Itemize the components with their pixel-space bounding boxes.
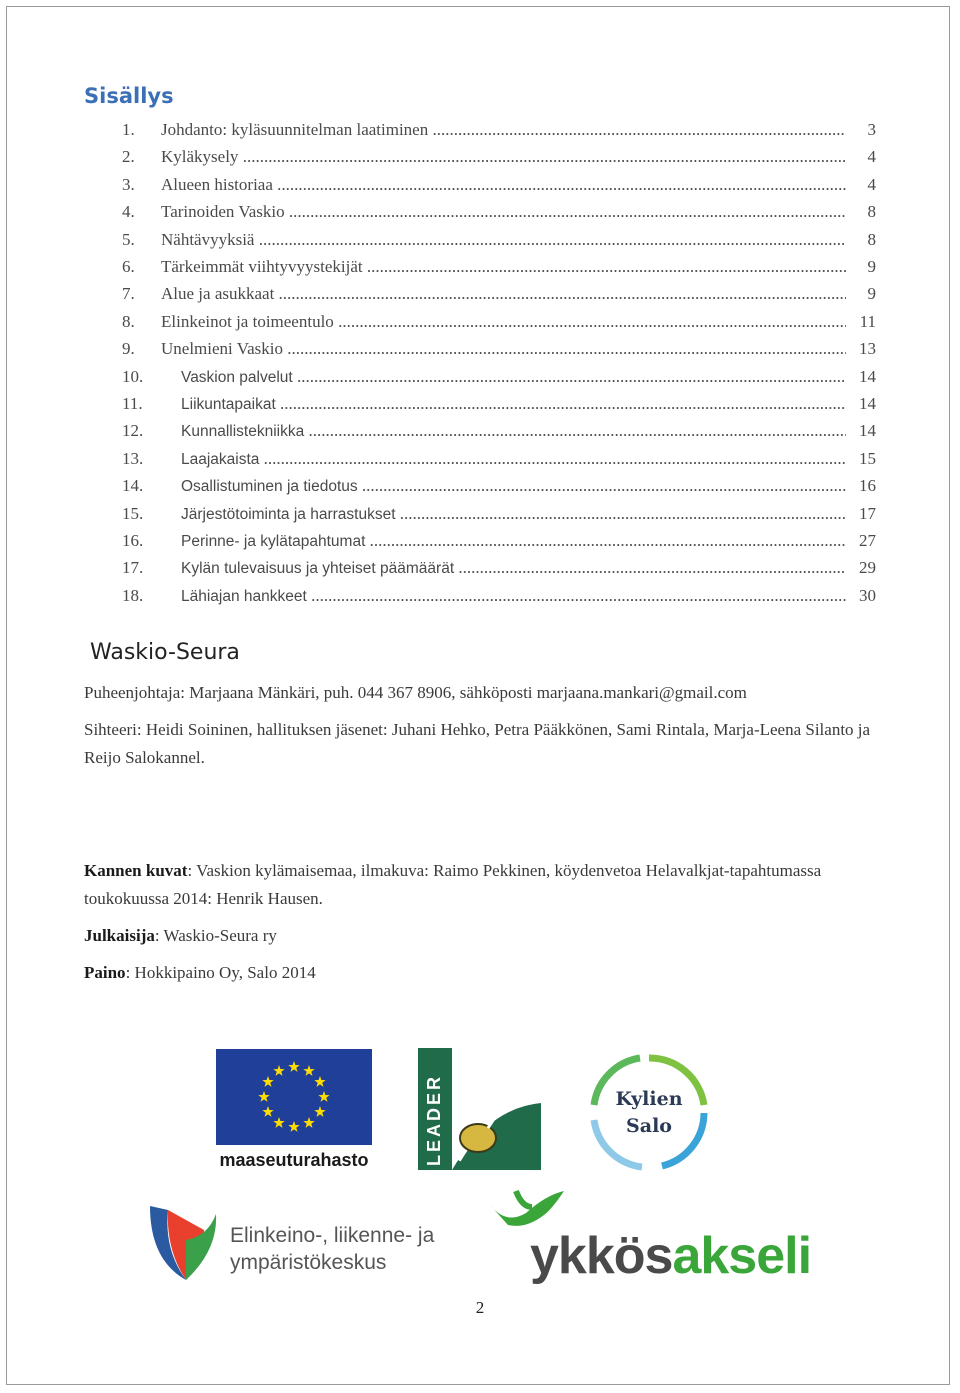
association-heading: Waskio-Seura — [90, 640, 240, 665]
toc-item-page: 4 — [846, 143, 876, 171]
cover-credits — [84, 857, 864, 913]
toc-item[interactable] — [0, 143, 960, 171]
toc-item-page: 14 — [846, 417, 876, 445]
toc-item-page: 29 — [846, 554, 876, 582]
toc-item-number: 10. — [122, 366, 144, 386]
toc-item-label: Alueen historiaa ..... — [161, 171, 846, 199]
toc-item[interactable] — [0, 582, 960, 610]
kylien-line2: Salo — [626, 1115, 672, 1137]
toc-item[interactable] — [0, 226, 960, 254]
toc-item-page: 14 — [846, 390, 876, 418]
kylien-salo-icon — [582, 1050, 716, 1176]
eu-logo-text: maaseuturahasto — [219, 1150, 369, 1169]
cover-text: : Vaskion kylämaisemaa, ilmakuva: Raimo Pekkinen, köydenvetoa Helavalkjat-tapahtumassa toukokuussa 2014: Henrik Hausen. — [84, 861, 822, 908]
toc-item[interactable] — [0, 198, 960, 226]
toc-item-page: 13 — [846, 335, 876, 363]
toc-item-label: Tarinoiden Vaskio ..... — [161, 198, 846, 226]
publisher-text: : Waskio-Seura ry — [154, 926, 277, 945]
toc-item-number: 2. — [122, 147, 135, 167]
toc-item-page: 15 — [846, 445, 876, 473]
toc-item-number: 16. — [122, 531, 144, 550]
toc-title: Sisällys — [84, 84, 174, 108]
toc-item-label: Nähtävyyksiä ..... — [161, 226, 846, 254]
toc-item-label: Osallistuminen ja tiedotus ..... — [181, 472, 846, 501]
toc-item-page: 17 — [846, 500, 876, 528]
toc-item-page: 4 — [846, 171, 876, 199]
toc-item-label: Perinne- ja kylätapahtumat ..... — [181, 527, 846, 556]
toc-item[interactable] — [0, 253, 960, 281]
toc-item-number: 17. — [122, 558, 144, 578]
toc-item-page: 14 — [846, 363, 876, 391]
toc-item-number: 5. — [122, 229, 135, 249]
toc-item-label: Kunnallistekniikka ..... — [181, 417, 846, 446]
kylien-line1: Kylien — [615, 1088, 683, 1110]
toc-item-page: 8 — [846, 226, 876, 254]
toc-item[interactable] — [0, 171, 960, 199]
page-number: 2 — [475, 1298, 485, 1317]
toc-item[interactable] — [0, 363, 960, 391]
toc-item-label: Laajakaista ..... — [181, 445, 846, 474]
toc-item-number: 18. — [122, 585, 144, 605]
toc-item-label: Kyläkysely ..... — [161, 143, 846, 171]
toc-item-number: 15. — [122, 503, 144, 523]
publisher-credits — [84, 922, 884, 950]
eu-maaseuturahasto-logo — [216, 1049, 372, 1169]
ely-line1: Elinkeino-, liikenne- ja — [230, 1224, 435, 1247]
toc-item[interactable] — [0, 308, 960, 336]
toc-item[interactable] — [0, 335, 960, 363]
print-label: Paino — [84, 963, 126, 982]
toc-item[interactable] — [0, 390, 960, 418]
ykkos-part1: ykkös — [530, 1227, 673, 1285]
toc-item-label: Järjestötoiminta ja harrastukset ..... — [181, 500, 846, 529]
toc-item[interactable] — [0, 554, 960, 582]
print-text: : Hokkipaino Oy, Salo 2014 — [125, 963, 316, 982]
ykkosakseli-logo — [486, 1185, 811, 1285]
toc-item-number: 4. — [122, 202, 135, 222]
toc-item-page: 9 — [846, 253, 876, 281]
toc-item-page: 11 — [846, 308, 876, 336]
toc-item[interactable] — [0, 116, 960, 144]
publisher-label: Julkaisija — [84, 926, 155, 945]
toc-item-label: Unelmieni Vaskio ..... — [161, 335, 846, 363]
toc-item[interactable] — [0, 472, 960, 500]
toc-item-page: 9 — [846, 280, 876, 308]
kylien-salo-logo — [582, 1050, 716, 1176]
toc-item-number: 14. — [122, 476, 144, 496]
ely-keskus-logo — [146, 1200, 446, 1285]
toc-item-page: 16 — [846, 472, 876, 500]
toc-item-number: 6. — [122, 257, 135, 276]
toc-item-number: 8. — [122, 311, 135, 331]
toc-item[interactable] — [0, 417, 960, 445]
ely-icon — [146, 1200, 446, 1285]
toc-item-number: 7. — [122, 284, 135, 304]
toc-item-page: 8 — [846, 198, 876, 226]
toc-item[interactable] — [0, 445, 960, 473]
ykkos-text — [530, 1227, 811, 1285]
toc-item-number: 1. — [122, 120, 135, 139]
toc-item-label: Liikuntapaikat ..... — [181, 390, 846, 419]
toc-item-label: Vaskion palvelut ..... — [181, 363, 846, 392]
toc-item-number: 3. — [122, 174, 135, 194]
leader-logo — [418, 1048, 541, 1170]
toc-item-number: 13. — [122, 448, 144, 468]
toc-item-number: 9. — [122, 339, 135, 359]
ely-line2: ympäristökeskus — [230, 1251, 387, 1274]
toc-item[interactable] — [0, 280, 960, 308]
eu-flag-icon — [216, 1049, 372, 1169]
toc-item-number: 12. — [122, 421, 144, 441]
leader-text: LEADER — [424, 1073, 444, 1166]
toc-item-label: Elinkeinot ja toimeentulo ..... — [161, 308, 846, 336]
toc-item-label: Kylän tulevaisuus ja yhteiset päämäärät ..... — [181, 554, 846, 583]
toc-item-page: 27 — [846, 527, 876, 555]
toc-item-label: Alue ja asukkaat ..... — [161, 280, 846, 308]
chair-info: Puheenjohtaja: Marjaana Mänkäri, puh. 044 367 8906, sähköposti marjaana.mankari@gmail.com — [84, 683, 747, 702]
ykkos-part2: akseli — [672, 1227, 811, 1285]
toc-item-number: 11. — [122, 394, 143, 413]
toc-item-label: Johdanto: kyläsuunnitelman laatiminen ..... — [161, 116, 846, 144]
toc-item-page: 30 — [846, 582, 876, 610]
board-info: Sihteeri: Heidi Soininen, hallituksen jäsenet: Juhani Hehko, Petra Pääkkönen, Sami Rintala, Marja-Leena Silanto ja Reijo Salokannel. — [84, 720, 871, 767]
toc-item-page: 3 — [846, 116, 876, 144]
leader-icon — [418, 1048, 541, 1170]
ykkosakseli-icon — [486, 1185, 811, 1285]
toc-item[interactable] — [0, 527, 960, 555]
cover-label: Kannen kuvat — [84, 861, 188, 880]
toc-item[interactable] — [0, 500, 960, 528]
print-credits — [84, 959, 884, 987]
toc-item-label: Lähiajan hankkeet ..... — [181, 582, 846, 611]
toc-item-label: Tärkeimmät viihtyvyystekijät ..... — [161, 253, 846, 281]
